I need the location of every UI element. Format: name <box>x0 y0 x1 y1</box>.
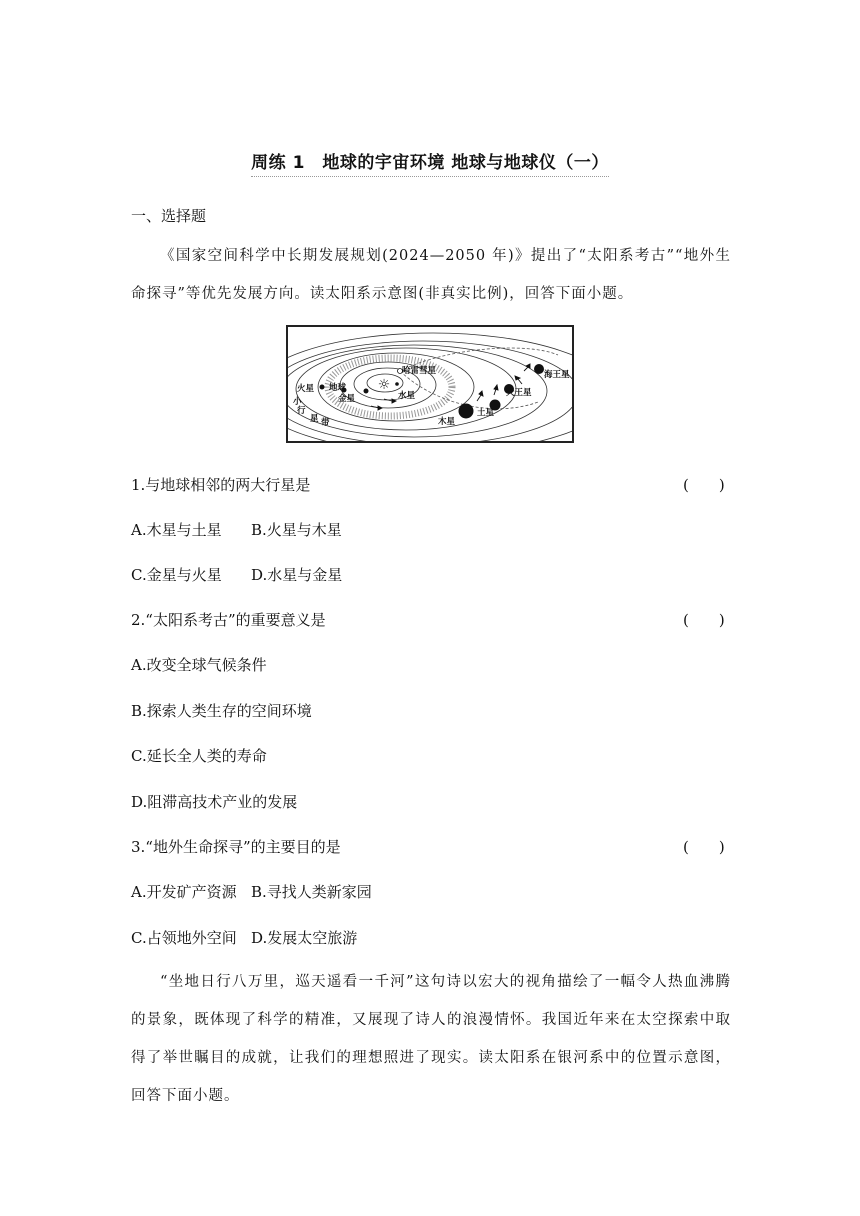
question-3-options-row-1 <box>131 881 372 902</box>
label-jupiter: 木星 <box>438 417 456 427</box>
label-halley: 哈雷彗星 <box>402 366 437 376</box>
label-saturn: 土星 <box>477 408 495 418</box>
solar-system-diagram <box>286 325 574 443</box>
passage-1 <box>131 237 731 313</box>
label-neptune: 海王星 <box>544 370 570 380</box>
venus-marker <box>364 389 369 394</box>
question-3-option-b: B.寻找人类新家园 <box>251 883 372 901</box>
label-asteroid-2: 行 <box>297 406 306 416</box>
passage-2 <box>131 963 731 1115</box>
label-asteroid-4: 带 <box>321 418 330 428</box>
jupiter-marker <box>459 404 474 419</box>
question-2-answer-blank: ( ) <box>683 611 725 629</box>
neptune-marker <box>534 364 544 374</box>
solar-system-svg <box>288 327 572 441</box>
question-3-option-c: C.占领地外空间 <box>131 929 237 947</box>
question-1-answer-blank: ( ) <box>683 476 725 494</box>
question-2-option-c: C.延长全人类的寿命 <box>131 747 267 765</box>
passage-1-text: 《国家空间科学中长期发展规划(2024—2050 年)》提出了“太阳系考古”“地外生命探寻”等优先发展方向。读太阳系示意图(非真实比例)，回答下面小题。 <box>131 248 731 302</box>
question-1-options-row-2 <box>131 564 343 585</box>
label-earth: 地球 <box>329 383 347 393</box>
question-2-option-a: A.改变全球气候条件 <box>131 656 267 674</box>
sun-icon: ☼ <box>377 377 391 393</box>
question-1-option-a: A.木星与土星 <box>131 521 222 539</box>
question-1-option-d: D.水星与金星 <box>251 566 343 584</box>
question-2-option-d: D.阻滞高技术产业的发展 <box>131 793 298 811</box>
label-uranus: 天王星 <box>506 388 532 398</box>
label-mercury: 水星 <box>398 391 416 401</box>
question-2-stem: 2.“太阳系考古”的重要意义是 <box>131 611 326 629</box>
question-3-option-a: A.开发矿产资源 <box>131 883 237 901</box>
passage-2-text: “坐地日行八万里，巡天遥看一千河”这句诗以宏大的视角描绘了一幅令人热血沸腾的景象，既体现了科学的精准，又展现了诗人的浪漫情怀。我国近年来在太空探索中取得了举世瞩目的成就，让我们的理想照进了现实。读太阳系在银河系中的位置示意图，回答下面小题。 <box>131 974 731 1104</box>
question-3-options-row-2 <box>131 927 358 948</box>
question-2-option-b: B.探索人类生存的空间环境 <box>131 702 312 720</box>
question-1-stem: 1.与地球相邻的两大行星是 <box>131 476 311 494</box>
label-mars: 火星 <box>297 384 315 394</box>
label-venus: 金星 <box>338 394 356 404</box>
mars-marker <box>320 385 325 390</box>
section-title: 一、选择题 <box>131 207 207 225</box>
page-title: 周练 1 地球的宇宙环境 地球与地球仪（一） <box>0 148 860 173</box>
question-3-answer-blank: ( ) <box>683 838 725 856</box>
question-3-option-d: D.发展太空旅游 <box>251 929 358 947</box>
question-1-options-row-1 <box>131 519 342 540</box>
question-3-stem: 3.“地外生命探寻”的主要目的是 <box>131 838 341 856</box>
label-asteroid-3: 星 <box>310 414 319 424</box>
label-asteroid-1: 小 <box>293 397 302 407</box>
mercury-marker <box>395 382 399 386</box>
question-1-option-b: B.火星与木星 <box>251 521 342 539</box>
question-1-option-c: C.金星与火星 <box>131 566 222 584</box>
